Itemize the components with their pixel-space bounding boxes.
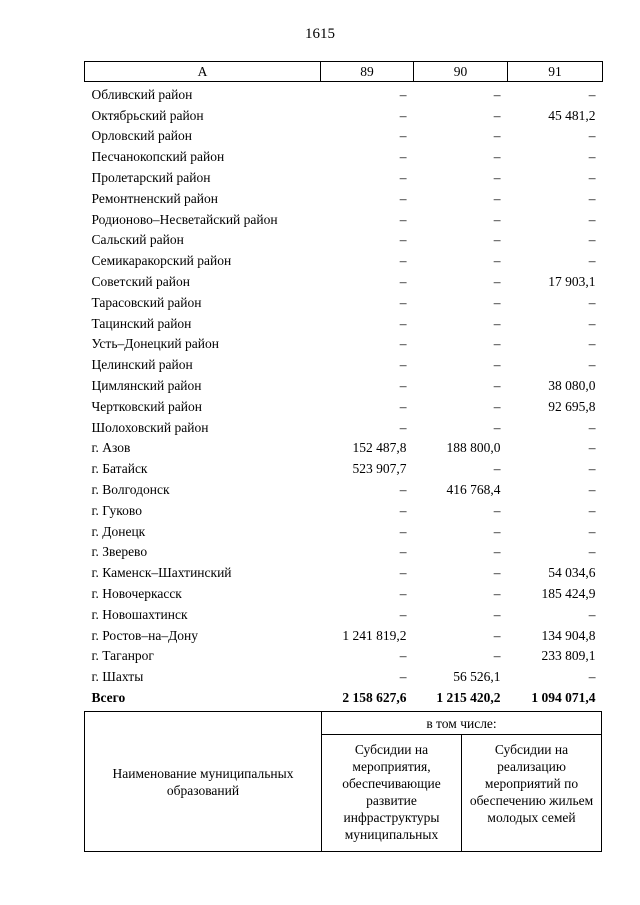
municipality-name: Пролетарский район [91, 169, 211, 185]
value-col-90: – [493, 357, 501, 373]
municipality-name: Орловский район [91, 128, 192, 144]
subsidy-infrastructure-header: Субсидии на мероприятия, обеспечивающие развитие инфраструктуры муниципальных [322, 735, 462, 852]
table-row [85, 498, 603, 519]
municipality-name: Целинский район [91, 357, 193, 373]
value-col-91: 92 695,8 [548, 398, 596, 414]
value-col-91: – [588, 481, 596, 497]
value-col-89: – [399, 294, 407, 310]
value-col-89: – [399, 585, 407, 601]
value-col-91: – [588, 502, 596, 518]
table-row [85, 394, 603, 415]
municipality-name: г. Каменск–Шахтинский [91, 565, 232, 581]
value-col-91: 38 080,0 [548, 377, 596, 393]
value-col-90: – [493, 585, 501, 601]
budget-table [84, 61, 603, 706]
value-col-90: 188 800,0 [446, 440, 501, 456]
value-col-90: – [493, 336, 501, 352]
value-col-89: – [399, 232, 407, 248]
page-number: 1615 [305, 26, 335, 42]
value-col-90: – [493, 149, 501, 165]
header-col-90: 90 [414, 62, 508, 82]
value-col-91: 233 809,1 [541, 648, 596, 664]
municipality-name: г. Волгодонск [91, 481, 170, 497]
table-row [85, 290, 603, 311]
municipality-name: г. Батайск [91, 461, 148, 477]
value-col-91: 45 481,2 [548, 107, 596, 123]
municipality-name: Ремонтненский район [91, 190, 218, 206]
municipality-name: г. Новошахтинск [91, 606, 188, 622]
municipality-name: г. Шахты [91, 669, 144, 685]
value-col-91: – [588, 419, 596, 435]
table-row [85, 144, 603, 165]
table-row [85, 519, 603, 540]
value-col-91: – [588, 669, 596, 685]
table-row [85, 82, 603, 103]
value-col-90: – [493, 232, 501, 248]
value-col-91: – [588, 294, 596, 310]
value-col-90: – [493, 648, 501, 664]
municipality-name: г. Зверево [91, 544, 148, 560]
value-col-89: 2 158 627,6 [342, 689, 407, 705]
municipality-name: Шолоховский район [91, 419, 209, 435]
table-row [85, 207, 603, 228]
municipality-name: Чертковский район [91, 398, 202, 414]
value-col-90: – [493, 86, 501, 102]
value-col-91: – [588, 232, 596, 248]
value-col-89: – [399, 149, 407, 165]
table-row [85, 352, 603, 373]
value-col-90: 416 768,4 [446, 481, 501, 497]
value-col-89: – [399, 502, 407, 518]
value-col-89: – [399, 523, 407, 539]
value-col-89: – [399, 481, 407, 497]
value-col-90: 56 526,1 [453, 669, 501, 685]
value-col-90: – [493, 565, 501, 581]
header-col-91: 91 [508, 62, 603, 82]
value-col-91: 134 904,8 [541, 627, 596, 643]
value-col-89: 1 241 819,2 [342, 627, 407, 643]
header-col-89: 89 [321, 62, 414, 82]
municipality-name: г. Новочеркасск [91, 585, 182, 601]
table-row [85, 664, 603, 685]
value-col-91: 54 034,6 [548, 565, 596, 581]
table-row [85, 373, 603, 394]
value-col-89: 152 487,8 [352, 440, 407, 456]
table-row [85, 269, 603, 290]
table-row [85, 623, 603, 644]
table-row [85, 415, 603, 436]
municipality-name: Октябрьский район [91, 107, 204, 123]
value-col-91: – [588, 169, 596, 185]
value-col-90: – [493, 627, 501, 643]
value-col-91: 17 903,1 [548, 273, 596, 289]
table-row [85, 186, 603, 207]
municipality-name: г. Донецк [91, 523, 146, 539]
municipality-name: г. Таганрог [91, 648, 154, 664]
value-col-91: – [588, 336, 596, 352]
table-row [85, 228, 603, 249]
value-col-90: – [493, 461, 501, 477]
table-row [85, 103, 603, 124]
value-col-91: 1 094 071,4 [531, 689, 596, 705]
including-header: в том числе: [322, 712, 602, 735]
value-col-90: – [493, 377, 501, 393]
table-header-row [85, 62, 603, 82]
value-col-91: – [588, 211, 596, 227]
table-row [85, 560, 603, 581]
table-row [85, 248, 603, 269]
value-col-90: – [493, 211, 501, 227]
value-col-89: – [399, 190, 407, 206]
value-col-91: – [588, 149, 596, 165]
municipality-name-header: Наименование муниципальных образований [85, 712, 322, 852]
value-col-89: – [399, 273, 407, 289]
value-col-90: – [493, 523, 501, 539]
value-col-89: – [399, 211, 407, 227]
value-col-89: – [399, 86, 407, 102]
value-col-89: – [399, 669, 407, 685]
value-col-91: – [588, 253, 596, 269]
value-col-89: 523 907,7 [352, 461, 407, 477]
value-col-89: – [399, 315, 407, 331]
value-col-91: – [588, 440, 596, 456]
value-col-90: – [493, 502, 501, 518]
value-col-91: – [588, 128, 596, 144]
municipality-name: Цимлянский район [91, 377, 202, 393]
value-col-89: – [399, 565, 407, 581]
municipality-name: Песчанокопский район [91, 149, 225, 165]
value-col-91: – [588, 86, 596, 102]
value-col-89: – [399, 357, 407, 373]
header-col-a: А [85, 62, 321, 82]
municipality-name: Всего [91, 689, 126, 705]
value-col-89: – [399, 253, 407, 269]
table-row [85, 332, 603, 353]
municipality-name: Тацинский район [91, 315, 192, 331]
value-col-89: – [399, 336, 407, 352]
value-col-89: – [399, 377, 407, 393]
municipality-name: Семикаракорский район [91, 253, 232, 269]
table-row [85, 540, 603, 561]
value-col-90: – [493, 544, 501, 560]
table-row [85, 165, 603, 186]
table-row [85, 124, 603, 145]
table-row [85, 311, 603, 332]
municipality-name: г. Ростов–на–Дону [91, 627, 199, 643]
municipality-name: Сальский район [91, 232, 184, 248]
table-row [85, 477, 603, 498]
value-col-90: – [493, 419, 501, 435]
value-col-90: – [493, 190, 501, 206]
value-col-89: – [399, 606, 407, 622]
value-col-90: – [493, 398, 501, 414]
value-col-89: – [399, 128, 407, 144]
table-row [85, 644, 603, 665]
value-col-89: – [399, 107, 407, 123]
value-col-90: – [493, 128, 501, 144]
value-col-90: – [493, 315, 501, 331]
municipality-name: Родионово–Несветайский район [91, 211, 278, 227]
municipality-name: г. Гуково [91, 502, 142, 518]
table-row [85, 436, 603, 457]
value-col-89: – [399, 419, 407, 435]
municipality-name: Тарасовский район [91, 294, 202, 310]
municipality-name: г. Азов [91, 440, 131, 456]
table-body [85, 82, 603, 706]
municipality-name: Обливский район [91, 86, 193, 102]
value-col-89: – [399, 648, 407, 664]
value-col-90: – [493, 253, 501, 269]
value-col-91: – [588, 523, 596, 539]
value-col-90: – [493, 169, 501, 185]
continuation-table-header [84, 711, 602, 852]
value-col-91: – [588, 190, 596, 206]
table-row [85, 581, 603, 602]
value-col-91: – [588, 357, 596, 373]
value-col-91: – [588, 461, 596, 477]
value-col-90: 1 215 420,2 [436, 689, 501, 705]
table-row [85, 602, 603, 623]
value-col-89: – [399, 398, 407, 414]
value-col-90: – [493, 606, 501, 622]
value-col-91: – [588, 606, 596, 622]
value-col-90: – [493, 107, 501, 123]
municipality-name: Советский район [91, 273, 190, 289]
value-col-89: – [399, 169, 407, 185]
value-col-90: – [493, 273, 501, 289]
table-row [85, 456, 603, 477]
value-col-91: 185 424,9 [541, 585, 596, 601]
municipality-name: Усть–Донецкий район [91, 336, 219, 352]
value-col-89: – [399, 544, 407, 560]
value-col-90: – [493, 294, 501, 310]
total-row [85, 685, 603, 706]
subsidy-young-families-header: Субсидии на реализацию мероприятий по обеспечению жильем молодых семей [462, 735, 602, 852]
value-col-91: – [588, 544, 596, 560]
value-col-91: – [588, 315, 596, 331]
